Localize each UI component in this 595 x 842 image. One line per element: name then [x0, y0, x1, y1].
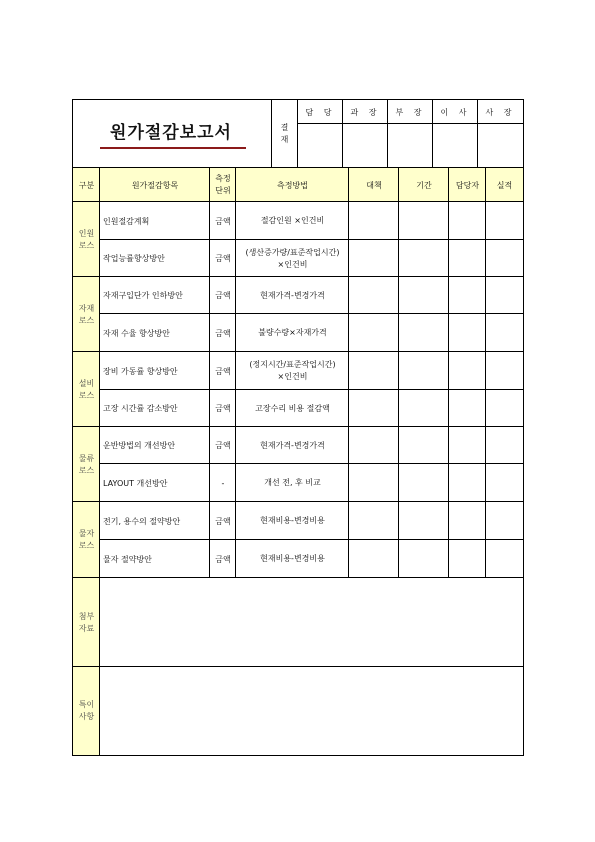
method-cell: 고장수리 비용 절감액	[255, 403, 330, 413]
signature-box-staff[interactable]	[298, 124, 343, 168]
category-supplies-loss: 물자 로스	[73, 502, 100, 578]
approver-title-dept-head: 부 장	[395, 107, 426, 117]
header-item: 원가절감항목	[100, 168, 210, 202]
header-method: 측정방법	[236, 168, 349, 202]
header-period: 기간	[399, 168, 449, 202]
approval-label: 결 재	[280, 123, 289, 144]
method-cell: 불량수량×자재가격	[258, 328, 327, 337]
unit-cell: 금액	[215, 516, 231, 526]
method-cell: 현재가격-변경가격	[260, 290, 325, 300]
item-cell: 물자 절약방안	[103, 554, 152, 564]
item-cell: 인원절감계획	[103, 216, 150, 226]
category-logistics-loss: 물류 로스	[73, 427, 100, 502]
item-cell: 작업능률향상방안	[103, 254, 165, 263]
item-cell: LAYOUT 개선방안	[103, 478, 168, 488]
unit-cell: 금액	[215, 366, 231, 376]
item-cell: 자재구입단가 인하방안	[103, 291, 183, 300]
method-cell: (정지시간/표준작업시간) ×인건비	[249, 360, 336, 381]
unit-cell: 금액	[215, 441, 231, 450]
unit-cell: 금액	[215, 254, 231, 263]
category-material-loss: 자재 로스	[73, 277, 100, 352]
signature-box-president[interactable]	[478, 124, 523, 168]
header-result: 실적	[486, 168, 523, 202]
unit-cell: 금액	[215, 291, 231, 300]
method-cell: 현재가격-변경가격	[260, 440, 325, 450]
unit-cell: 금액	[215, 404, 231, 413]
approver-title-staff: 담 당	[305, 107, 336, 117]
signature-box-section-chief[interactable]	[343, 124, 388, 168]
header-unit: 측정 단위	[210, 168, 236, 202]
attachments-label: 첨부 자료	[73, 578, 100, 667]
unit-cell: 금액	[215, 554, 231, 564]
item-cell: 자재 수율 향상방안	[103, 328, 170, 338]
approver-title-director: 이 사	[440, 107, 471, 117]
remarks-field[interactable]	[100, 667, 523, 755]
remarks-label: 특이 사항	[73, 667, 100, 755]
method-cell: (생산증가량/표준작업시간) ×인건비	[245, 247, 340, 269]
signature-box-director[interactable]	[433, 124, 478, 168]
unit-cell: -	[221, 478, 225, 488]
header-target: 대책	[349, 168, 399, 202]
method-cell: 현재비용-변경비용	[260, 516, 325, 525]
method-cell: 현재비용-변경비용	[260, 554, 325, 563]
signature-box-dept-head[interactable]	[388, 124, 433, 168]
document-title: 원가절감보고서	[110, 122, 232, 143]
header-owner: 담당자	[449, 168, 486, 202]
title-underline	[100, 147, 246, 149]
approver-title-section-chief: 과 장	[350, 107, 381, 117]
item-cell: 운반방법의 개선방안	[103, 441, 176, 450]
category-labor-loss: 인원 로스	[73, 202, 100, 277]
method-cell: 절감인원 ×인건비	[260, 216, 325, 225]
item-cell: 전기, 용수의 절약방안	[103, 516, 181, 526]
approver-title-president: 사 장	[485, 107, 516, 117]
item-cell: 고장 시간률 감소방안	[103, 404, 178, 413]
unit-cell: 금액	[215, 216, 231, 226]
unit-cell: 금액	[215, 328, 231, 338]
method-cell: 개선 전, 후 비교	[264, 478, 321, 487]
category-equipment-loss: 설비 로스	[73, 352, 100, 427]
attachments-field[interactable]	[100, 578, 523, 667]
item-cell: 장비 가동률 향상방안	[103, 366, 178, 376]
header-category: 구분	[73, 168, 100, 202]
